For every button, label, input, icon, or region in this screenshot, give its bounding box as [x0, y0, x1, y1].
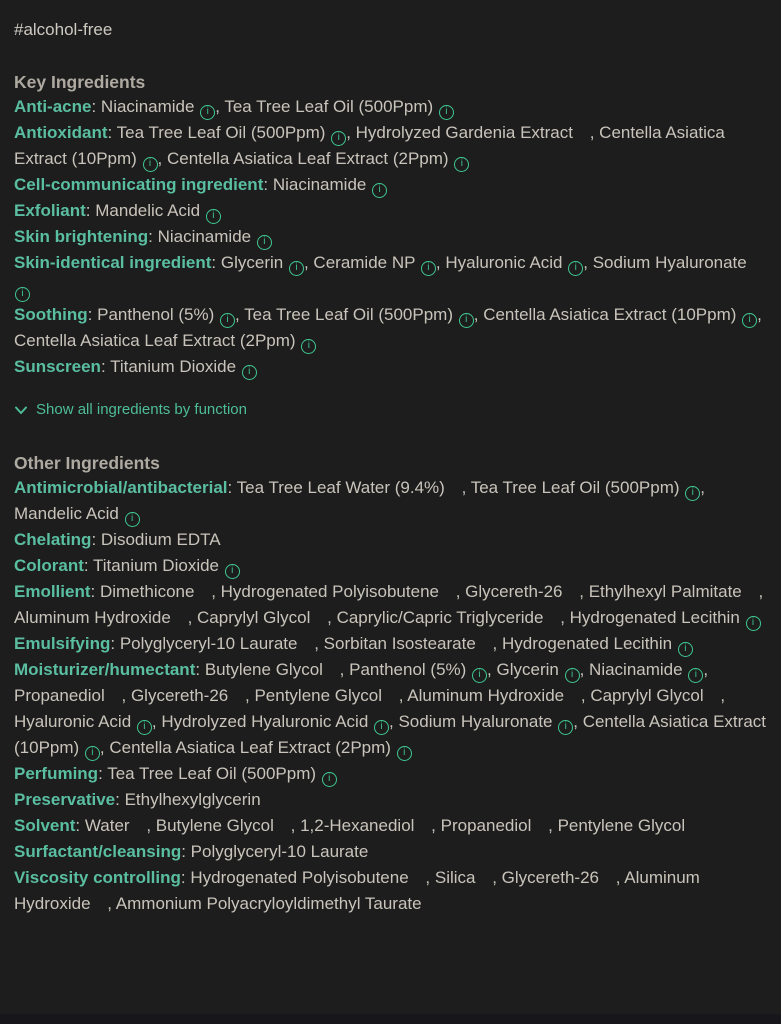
ingredient-name[interactable]: Hydrogenated Lecithin [569, 608, 740, 627]
function-row [14, 120, 767, 172]
ingredient-name[interactable]: Niacinamide [157, 227, 252, 246]
label-colon: : [75, 816, 85, 835]
function-row [14, 553, 767, 579]
function-row [14, 94, 767, 120]
function-label[interactable]: Anti-acne [14, 97, 92, 116]
separator: , [548, 816, 558, 835]
ingredient-name[interactable]: Polyglyceryl-10 Laurate [190, 842, 369, 861]
ingredient-name[interactable]: Disodium EDTA [100, 530, 221, 549]
label-colon: : [110, 634, 120, 653]
separator: , [583, 253, 593, 272]
info-icon[interactable]: i [257, 235, 272, 250]
separator: , [455, 582, 466, 601]
label-colon: : [115, 790, 125, 809]
ingredient-name[interactable]: Hydrogenated Lecithin [502, 634, 673, 653]
function-row [14, 839, 767, 865]
separator: , [758, 582, 764, 601]
ingredient-name[interactable]: Hydrogenated Polyisobutene [220, 582, 439, 601]
show-all-ingredients-link[interactable] [14, 399, 247, 421]
info-icon[interactable]: i [454, 157, 469, 172]
other-ingredients-list [14, 475, 767, 917]
function-label[interactable]: Emollient [14, 582, 91, 601]
separator: , [215, 97, 225, 116]
ingredient-name[interactable]: Propanediol [14, 686, 105, 705]
function-label[interactable]: Colorant [14, 556, 84, 575]
function-label[interactable]: Cell-communicating ingredient [14, 175, 264, 194]
ingredient-name[interactable]: 1,2-Hexanediol [300, 816, 415, 835]
function-label[interactable]: Skin-identical ingredient [14, 253, 212, 272]
separator: , [573, 712, 583, 731]
function-label[interactable]: Perfuming [14, 764, 99, 783]
function-label[interactable]: Antimicrobial/antibacterial [14, 478, 228, 497]
separator: , [303, 253, 314, 272]
ingredient-name[interactable]: Centella Asiatica Extract (10Ppm) [14, 712, 766, 757]
label-colon: : [180, 868, 191, 887]
separator: , [245, 686, 255, 705]
separator: , [579, 582, 589, 601]
ingredient-name[interactable]: Niacinamide [589, 660, 683, 679]
function-label[interactable]: Soothing [14, 305, 88, 324]
ingredient-name[interactable]: Tea Tree Leaf Oil (500Ppm) [224, 97, 434, 116]
other-ingredients-section [14, 451, 767, 917]
separator: , [720, 686, 726, 705]
separator: , [157, 149, 167, 168]
info-icon[interactable]: i [206, 209, 221, 224]
separator: , [398, 686, 408, 705]
info-icon[interactable]: i [137, 720, 152, 735]
separator: , [580, 686, 591, 705]
function-label[interactable]: Sunscreen [14, 357, 101, 376]
ingredient-name[interactable]: Aluminum Hydroxide [407, 686, 565, 705]
label-colon: : [85, 201, 96, 220]
ingredient-name[interactable]: Ethylhexylglycerin [124, 790, 261, 809]
ingredient-name[interactable]: Tea Tree Leaf Oil (500Ppm) [470, 478, 680, 497]
separator: , [579, 660, 590, 679]
function-label[interactable]: Exfoliant [14, 201, 86, 220]
separator: , [487, 660, 497, 679]
function-label[interactable]: Preservative [14, 790, 116, 809]
ingredient-name[interactable]: Centella Asiatica Leaf Extract (2Ppm) [14, 331, 296, 350]
info-icon[interactable]: i [374, 720, 389, 735]
ingredient-name[interactable]: Aluminum Hydroxide [14, 608, 171, 627]
label-colon: : [263, 175, 273, 194]
ingredient-name[interactable]: Centella Asiatica Leaf Extract (2Ppm) [167, 149, 449, 168]
key-ingredients-heading: Key Ingredients [14, 72, 146, 92]
ingredient-name[interactable]: Silica [434, 868, 476, 887]
function-label[interactable]: Emulsifying [14, 634, 111, 653]
ingredient-name[interactable]: Titanium Dioxide [110, 357, 237, 376]
label-colon: : [98, 764, 108, 783]
key-ingredients-section [14, 70, 767, 422]
ingredient-name[interactable]: Niacinamide [272, 175, 367, 194]
ingredient-name[interactable]: Glycerin [496, 660, 559, 679]
function-row [14, 198, 767, 224]
info-icon[interactable]: i [200, 105, 215, 120]
info-icon[interactable]: i [220, 313, 235, 328]
info-icon[interactable]: i [688, 668, 703, 683]
function-label[interactable]: Surfactant/cleansing [14, 842, 182, 861]
ingredient-name[interactable]: Hydrolyzed Gardenia Extract [355, 123, 573, 142]
separator: , [589, 123, 600, 142]
ingredient-name[interactable]: Butylene Glycol [155, 816, 274, 835]
ingredient-name[interactable]: Polyglyceryl-10 Laurate [119, 634, 298, 653]
separator: , [703, 660, 709, 679]
info-icon[interactable]: i [565, 668, 580, 683]
function-label[interactable]: Moisturizer/humectant [14, 660, 196, 679]
ingredient-name[interactable]: Hydrogenated Polyisobutene [190, 868, 409, 887]
separator: , [700, 478, 705, 497]
function-row [14, 250, 767, 302]
info-icon[interactable]: i [301, 339, 316, 354]
info-icon[interactable]: i [746, 616, 761, 631]
function-label[interactable]: Skin brightening [14, 227, 149, 246]
info-icon[interactable]: i [678, 642, 693, 657]
function-label[interactable]: Chelating [14, 530, 92, 549]
info-icon[interactable]: i [331, 131, 346, 146]
info-icon[interactable]: i [372, 183, 387, 198]
ingredient-name[interactable]: Glycereth-26 [130, 686, 229, 705]
ingredient-name[interactable]: Mandelic Acid [95, 201, 201, 220]
function-row [14, 813, 767, 839]
function-row [14, 475, 767, 527]
ingredient-name[interactable]: Panthenol (5%) [349, 660, 467, 679]
ingredient-name[interactable]: Ceramide NP [313, 253, 416, 272]
separator: , [473, 305, 484, 324]
show-all-link-label: Show all ingredients by function [36, 401, 247, 418]
other-ingredients-heading: Other Ingredients [14, 453, 160, 473]
function-row [14, 302, 767, 354]
info-icon[interactable]: i [125, 512, 140, 527]
info-icon[interactable]: i [225, 564, 240, 579]
function-row [14, 761, 767, 787]
ingredient-name[interactable]: Caprylyl Glycol [590, 686, 704, 705]
ingredient-name[interactable]: Niacinamide [100, 97, 195, 116]
separator: , [314, 634, 324, 653]
ingredient-name[interactable]: Titanium Dioxide [93, 556, 220, 575]
separator: , [290, 816, 301, 835]
info-icon[interactable]: i [439, 105, 454, 120]
info-icon[interactable]: i [85, 746, 100, 761]
ingredient-name[interactable]: Sorbitan Isostearate [323, 634, 476, 653]
label-colon: : [90, 582, 100, 601]
label-colon: : [83, 556, 94, 575]
separator: , [235, 305, 245, 324]
separator: , [425, 868, 435, 887]
info-icon[interactable]: i [685, 486, 700, 501]
label-colon: : [91, 97, 101, 116]
separator: , [346, 123, 356, 142]
ingredient-name[interactable]: Centella Asiatica Extract (10Ppm) [483, 305, 737, 324]
label-colon: : [100, 357, 111, 376]
function-label[interactable]: Viscosity controlling [14, 868, 181, 887]
ingredient-name[interactable]: Centella Asiatica Leaf Extract (2Ppm) [109, 738, 391, 757]
ingredient-name[interactable]: Glycereth-26 [501, 868, 599, 887]
function-row [14, 527, 767, 553]
function-row [14, 865, 767, 917]
ingredient-name[interactable]: Tea Tree Leaf Oil (500Ppm) [244, 305, 453, 324]
ingredient-name[interactable]: Tea Tree Leaf Water (9.4%) [236, 478, 445, 497]
label-colon: : [91, 530, 101, 549]
separator: , [560, 608, 570, 627]
info-icon[interactable]: i [558, 720, 573, 735]
ingredient-name[interactable]: Dimethicone [99, 582, 195, 601]
separator: , [492, 868, 502, 887]
ingredient-name[interactable]: Caprylyl Glycol [197, 608, 311, 627]
hashtag-alcohol-free[interactable]: #alcohol-free [14, 20, 113, 39]
function-row [14, 354, 767, 380]
info-icon[interactable]: i [397, 746, 412, 761]
ingredient-name[interactable]: Ammonium Polyacryloyldimethyl Taurate [115, 894, 422, 913]
info-icon[interactable]: i [421, 261, 436, 276]
info-icon[interactable]: i [568, 261, 583, 276]
separator: , [492, 634, 502, 653]
key-ingredients-list [14, 94, 767, 380]
footer-strip [0, 1014, 781, 1024]
function-label[interactable]: Solvent [14, 816, 76, 835]
ingredient-name[interactable]: Glycereth-26 [465, 582, 563, 601]
ingredient-name[interactable]: Propanediol [440, 816, 532, 835]
info-icon[interactable]: i [459, 313, 474, 328]
info-icon[interactable]: i [742, 313, 757, 328]
separator: , [107, 894, 116, 913]
ingredient-name[interactable]: Mandelic Acid [14, 504, 119, 523]
function-row [14, 579, 767, 631]
info-icon[interactable]: i [472, 668, 487, 683]
info-icon[interactable]: i [322, 772, 337, 787]
ingredient-name[interactable]: Water [84, 816, 130, 835]
separator: , [435, 253, 446, 272]
function-row [14, 631, 767, 657]
separator: , [389, 712, 399, 731]
ingredient-name[interactable]: Aluminum Hydroxide [14, 868, 700, 913]
ingredient-name[interactable]: Centella Asiatica Extract (10Ppm) [14, 123, 725, 168]
function-row [14, 787, 767, 813]
label-colon: : [181, 842, 191, 861]
separator: , [99, 738, 110, 757]
ingredient-name[interactable]: Caprylic/Capric Triglyceride [336, 608, 544, 627]
ingredient-name[interactable]: Tea Tree Leaf Oil (500Ppm) [107, 764, 317, 783]
ingredient-name[interactable]: Tea Tree Leaf Oil (500Ppm) [116, 123, 326, 142]
separator: , [121, 686, 131, 705]
ingredient-name[interactable]: Sodium Hyaluronate [398, 712, 553, 731]
info-icon[interactable]: i [15, 287, 30, 302]
separator: , [461, 478, 471, 497]
separator: , [615, 868, 625, 887]
ingredient-name[interactable]: Pentylene Glycol [557, 816, 686, 835]
separator: , [211, 582, 221, 601]
label-colon: : [148, 227, 158, 246]
function-label[interactable]: Antioxidant [14, 123, 108, 142]
separator: , [431, 816, 441, 835]
info-icon[interactable]: i [242, 365, 257, 380]
ingredient-name[interactable]: Hydrolyzed Hyaluronic Acid [161, 712, 369, 731]
separator: , [757, 305, 762, 324]
ingredient-name[interactable]: Sodium Hyaluronate [592, 253, 747, 272]
ingredient-name[interactable]: Hyaluronic Acid [445, 253, 563, 272]
separator: , [339, 660, 350, 679]
chevron-down-icon [14, 403, 28, 417]
separator: , [151, 712, 162, 731]
separator: , [146, 816, 156, 835]
function-row [14, 224, 767, 250]
separator: , [327, 608, 337, 627]
function-row [14, 657, 767, 761]
label-colon: : [107, 123, 117, 142]
label-colon: : [195, 660, 205, 679]
ingredient-name[interactable]: Butylene Glycol [204, 660, 323, 679]
label-colon: : [227, 478, 237, 497]
info-icon[interactable]: i [289, 261, 304, 276]
ingredient-name[interactable]: Pentylene Glycol [254, 686, 383, 705]
separator: , [187, 608, 198, 627]
ingredient-name[interactable]: Glycerin [220, 253, 284, 272]
label-colon: : [211, 253, 221, 272]
info-icon[interactable]: i [143, 157, 158, 172]
ingredient-name[interactable]: Ethylhexyl Palmitate [588, 582, 742, 601]
function-row [14, 172, 767, 198]
label-colon: : [87, 305, 98, 324]
ingredient-name[interactable]: Hyaluronic Acid [14, 712, 132, 731]
ingredient-name[interactable]: Panthenol (5%) [97, 305, 215, 324]
